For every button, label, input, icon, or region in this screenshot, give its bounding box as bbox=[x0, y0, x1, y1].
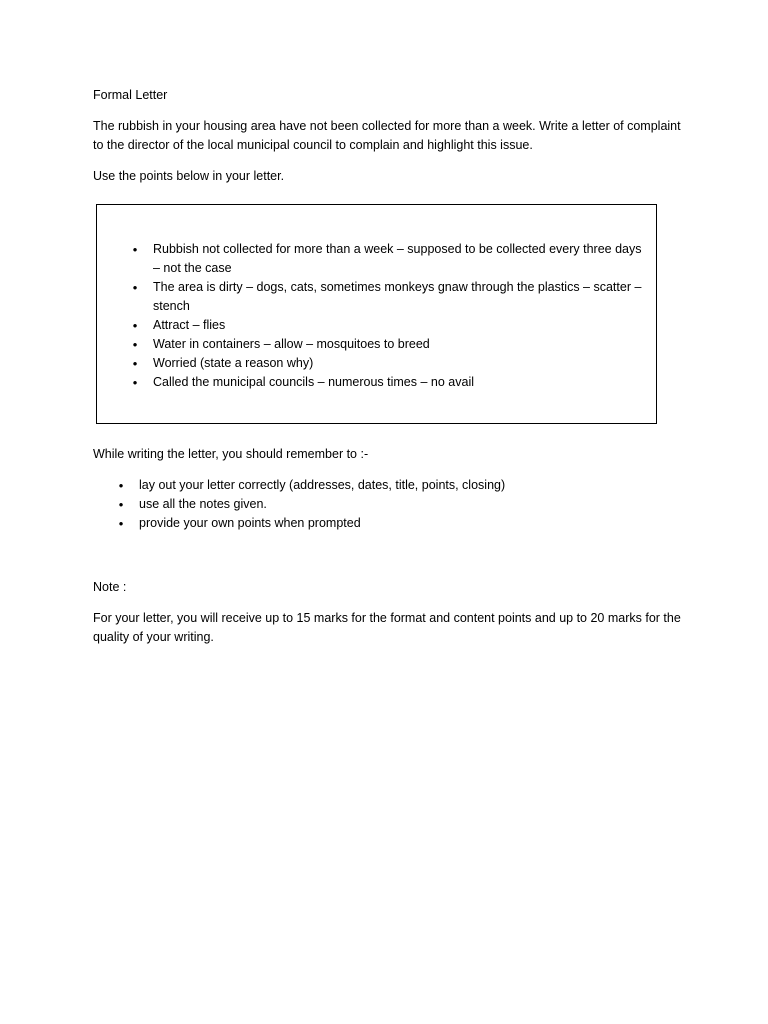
bullet-icon: • bbox=[132, 337, 138, 352]
remember-intro: While writing the letter, you should remember to :- bbox=[93, 447, 369, 461]
point-item bbox=[128, 316, 648, 335]
note-label: Note : bbox=[93, 580, 127, 594]
bullet-icon: • bbox=[132, 280, 138, 295]
remember-item bbox=[114, 476, 674, 495]
point-text: Worried (state a reason why) bbox=[153, 356, 314, 370]
points-list bbox=[128, 240, 648, 392]
remember-text: use all the notes given. bbox=[139, 497, 267, 511]
document-heading: Formal Letter bbox=[93, 88, 168, 102]
bullet-icon: • bbox=[118, 497, 124, 512]
point-text: Attract – flies bbox=[153, 318, 226, 332]
point-item bbox=[128, 278, 648, 316]
use-points-instruction: Use the points below in your letter. bbox=[93, 169, 285, 183]
point-text: Water in containers – allow – mosquitoes to breed bbox=[153, 337, 430, 351]
bullet-icon: • bbox=[132, 375, 138, 390]
point-text: Rubbish not collected for more than a week – supposed to be collected every three days – not the case bbox=[153, 242, 642, 275]
bullet-icon: • bbox=[132, 242, 138, 257]
bullet-icon: • bbox=[118, 516, 124, 531]
point-item bbox=[128, 373, 648, 392]
point-item bbox=[128, 354, 648, 373]
marks-paragraph: For your letter, you will receive up to 15 marks for the format and content points and up to 20 marks for the quality of your writing. bbox=[93, 611, 681, 644]
point-item bbox=[128, 335, 648, 354]
remember-list bbox=[114, 476, 674, 533]
remember-text: provide your own points when prompted bbox=[139, 516, 361, 530]
remember-item bbox=[114, 495, 674, 514]
point-item bbox=[128, 240, 648, 278]
task-paragraph: The rubbish in your housing area have not been collected for more than a week. Write a letter of complaint to the director of the local municipal council to complain and highlight this issue. bbox=[93, 119, 681, 152]
bullet-icon: • bbox=[132, 356, 138, 371]
remember-text: lay out your letter correctly (addresses, dates, title, points, closing) bbox=[139, 478, 506, 492]
point-text: Called the municipal councils – numerous times – no avail bbox=[153, 375, 474, 389]
bullet-icon: • bbox=[118, 478, 124, 493]
point-text: The area is dirty – dogs, cats, sometimes monkeys gnaw through the plastics – scatter – stench bbox=[153, 280, 642, 313]
bullet-icon: • bbox=[132, 318, 138, 333]
points-box bbox=[96, 204, 657, 424]
remember-item bbox=[114, 514, 674, 533]
